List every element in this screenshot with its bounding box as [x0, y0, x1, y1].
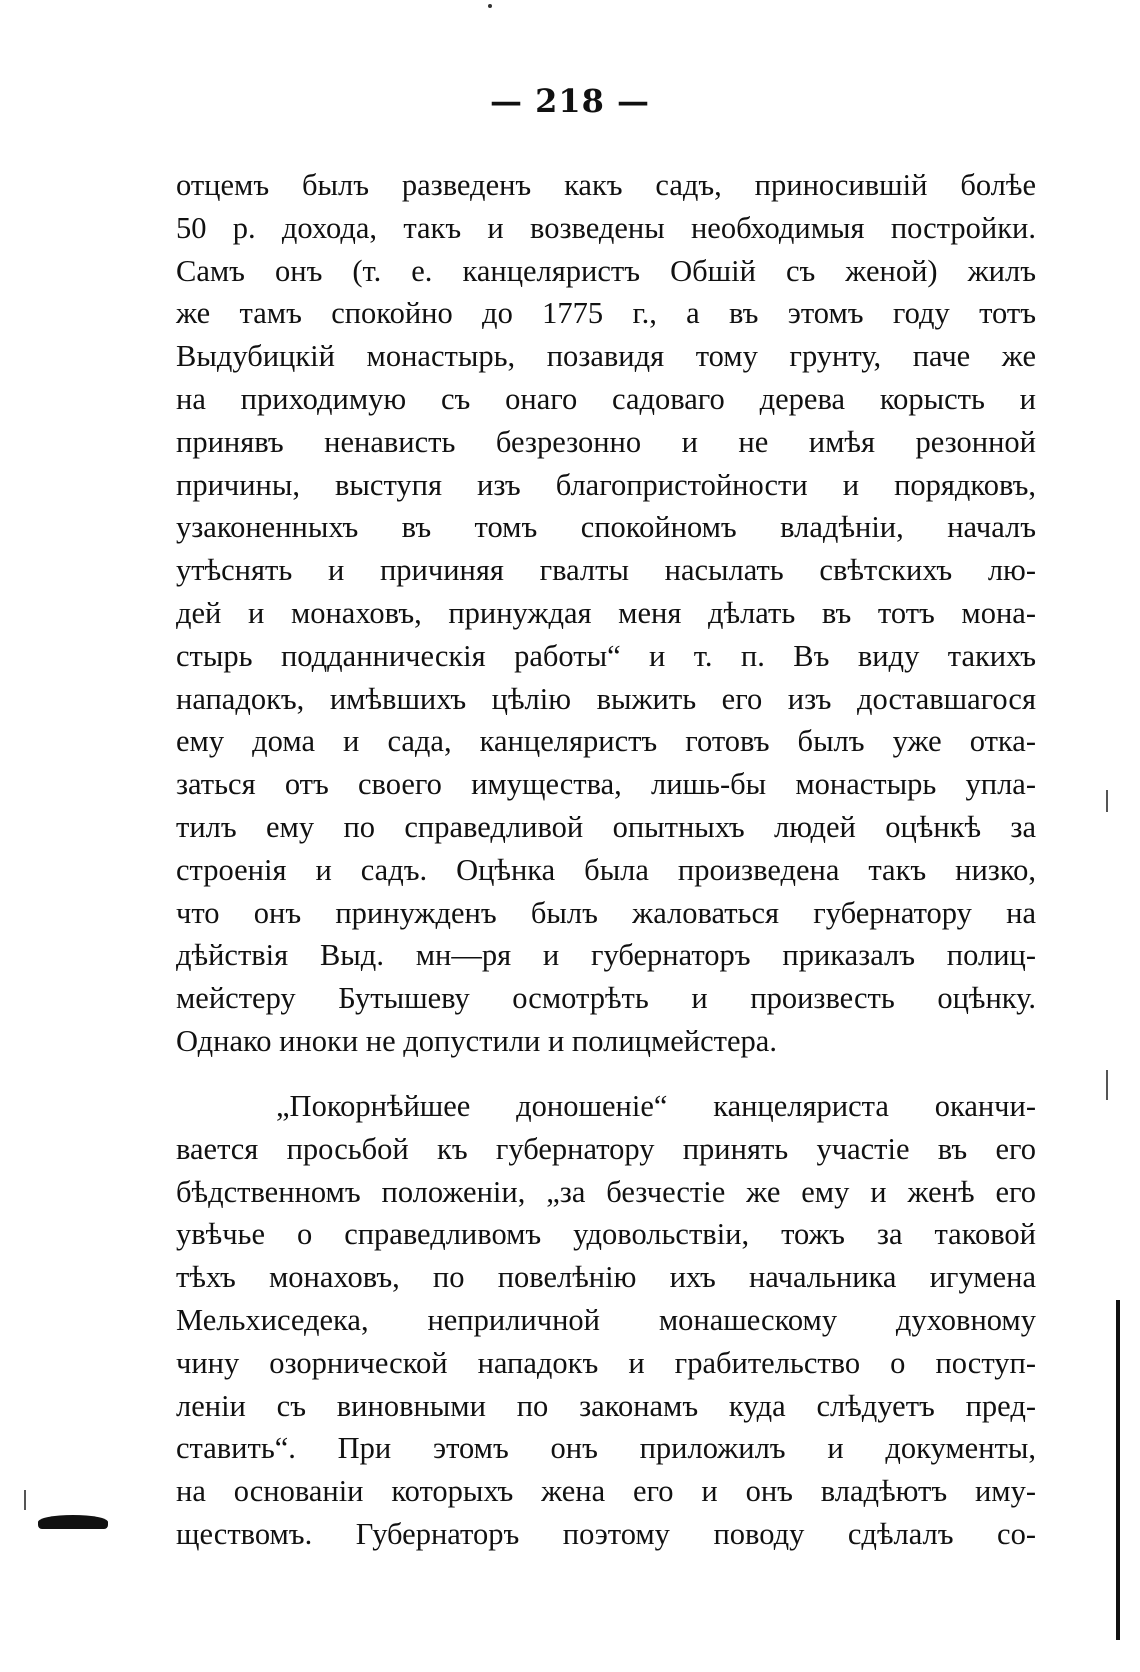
page-edge-shadow — [1116, 1300, 1120, 1640]
text-line: отцемъ былъ разведенъ какъ садъ, приносившій болѣе — [176, 168, 1036, 202]
paragraph-2 — [176, 1085, 1036, 1556]
text-line: чину озорнической нападокъ и грабительство о поступ- — [176, 1345, 1036, 1380]
print-speck — [488, 4, 492, 8]
text-line: нападокъ, имѣвшихъ цѣлію выжить его изъ доставшагося — [176, 681, 1036, 716]
text-line: дей и монаховъ, принуждая меня дѣлать въ тотъ мона- — [176, 595, 1036, 630]
text-line: что онъ принужденъ былъ жаловаться губернатору на — [176, 895, 1036, 930]
text-line: на основаніи которыхъ жена его и онъ владѣютъ иму- — [176, 1474, 1036, 1509]
margin-mark — [24, 1490, 26, 1510]
text-line: причины, выступя изъ благопристойности и порядковъ, — [176, 467, 1036, 502]
paragraph-1 — [176, 164, 1036, 1063]
text-line: вается просьбой къ губернатору принять участіе въ его — [176, 1131, 1036, 1166]
text-line: ставить“. При этомъ онъ приложилъ и документы, — [176, 1431, 1036, 1466]
text-line: 50 р. дохода, такъ и возведены необходимыя постройки. — [176, 210, 1036, 245]
text-line: Однако иноки не допустили и полицмейстера. — [176, 1023, 777, 1058]
text-line: дѣйствія Выд. мн—ря и губернаторъ приказалъ полиц- — [176, 938, 1036, 973]
text-line: стырь подданническія работы“ и т. п. Въ виду такихъ — [176, 638, 1036, 673]
text-line: тилъ ему по справедливой опытныхъ людей оцѣнкѣ за — [176, 809, 1036, 844]
margin-mark — [1106, 1070, 1108, 1100]
text-line: „Покорнѣйшее доношеніе“ канцеляриста оканчи- — [276, 1089, 1036, 1123]
text-line: заться отъ своего имущества, лишь-бы монастырь упла- — [176, 767, 1036, 802]
text-line: леніи съ виновными по законамъ куда слѣдуетъ пред- — [176, 1388, 1036, 1423]
text-line: ему дома и сада, канцеляристъ готовъ былъ уже отка- — [176, 724, 1036, 759]
text-line: строенія и садъ. Оцѣнка была произведена такъ низко, — [176, 852, 1036, 887]
margin-mark — [1106, 790, 1108, 812]
text-line: же тамъ спокойно до 1775 г., а въ этомъ году тотъ — [176, 296, 1036, 331]
text-line: принявъ ненависть безрезонно и не имѣя резонной — [176, 424, 1036, 459]
ink-blot — [38, 1515, 108, 1529]
text-line: на приходимую съ онаго садоваго дерева корысть и — [176, 381, 1036, 416]
text-line: Выдубицкій монастырь, позавидя тому грунту, паче же — [176, 339, 1036, 374]
text-line: Самъ онъ (т. е. канцеляристъ Обшій съ женой) жилъ — [176, 253, 1036, 288]
text-line: бѣдственномъ положеніи, „за безчестіе же ему и женѣ его — [176, 1174, 1036, 1209]
page-number: — 218 — — [489, 82, 651, 120]
text-line: тѣхъ монаховъ, по повелѣнію ихъ начальника игумена — [176, 1260, 1036, 1295]
text-line: мейстеру Бутышеву осмотрѣть и произвесть оцѣнку. — [176, 981, 1036, 1016]
text-line: Мельхиседека, неприличной монашескому духовному — [176, 1302, 1036, 1337]
text-line: узаконенныхъ въ томъ спокойномъ владѣніи, началъ — [176, 510, 1036, 545]
text-line: увѣчье о справедливомъ удовольствіи, тожъ за таковой — [176, 1217, 1036, 1252]
text-line: утѣснять и причиняя гвалты насылать свѣтскихъ лю- — [176, 553, 1036, 588]
text-line: ществомъ. Губернаторъ поэтому поводу сдѣлалъ со- — [176, 1516, 1036, 1551]
